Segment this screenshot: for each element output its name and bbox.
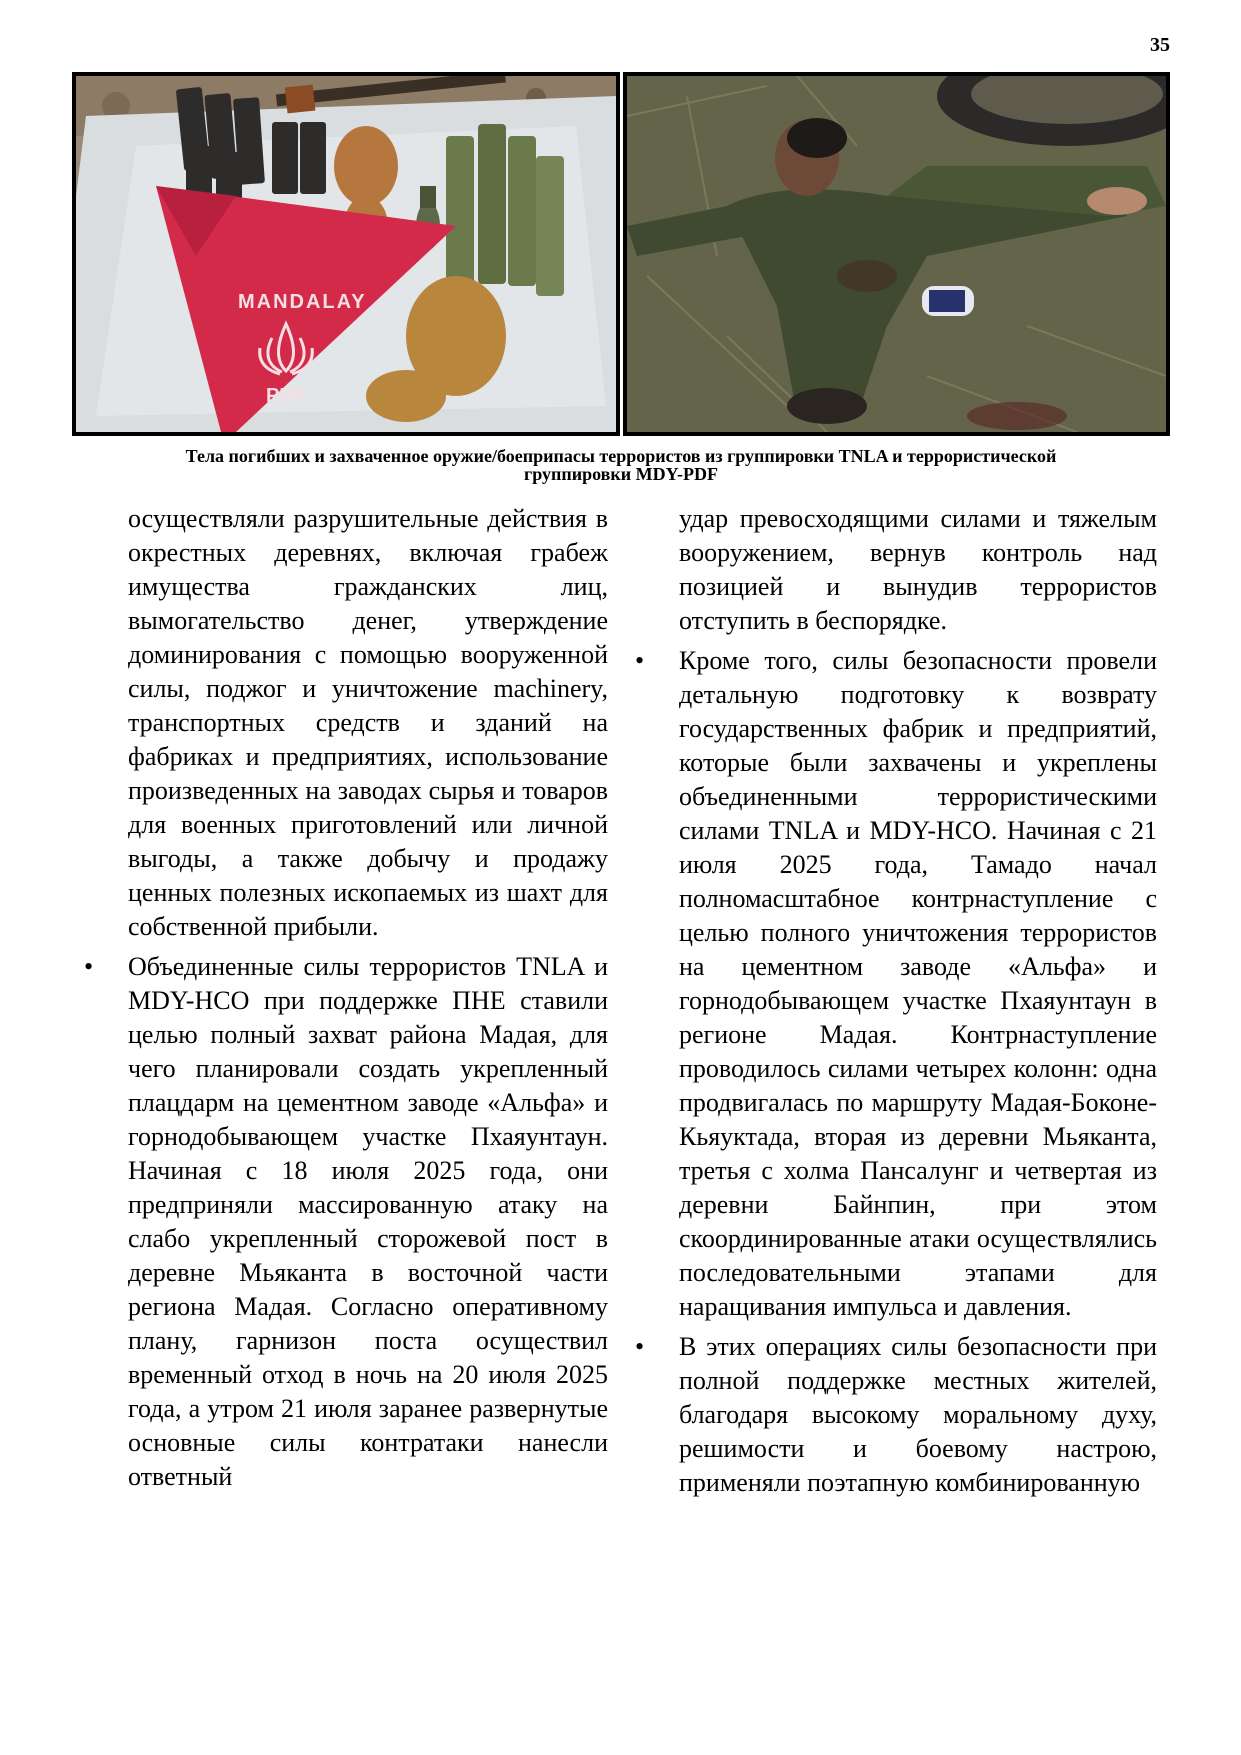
- paragraph-text: В этих операциях силы безопасности при полной поддержке местных жителей, благодаря высокому моральному духу, решимости и боевому настрою, применяли поэтапную комбинированную: [679, 1332, 1157, 1497]
- bullet-paragraph: [635, 644, 1157, 1324]
- paragraph-text: осуществляли разрушительные действия в окрестных деревнях, включая грабеж имущества гражданских лиц, вымогательство денег, утверждение доминирования с помощью вооруженной силы, поджог и уничтожение machinery, транспортных средств и зданий на фабриках и предприятиях, использование произведенных на заводах сырья и товаров для военных приготовлений или личной выгоды, а также добычу и продажу ценных полезных ископаемых из шахт для собственной прибыли.: [128, 504, 608, 941]
- bullet-paragraph: [635, 1330, 1157, 1500]
- photo-row: [72, 72, 1170, 436]
- caption-line-1: Тела погибших и захваченное оружие/боеприпасы террористов из группировки TNLA и террористической: [185, 446, 1057, 466]
- paragraph-text: Объединенные силы террористов TNLA и MDY-HCO при поддержке ПНЕ ставили целью полный захват района Мадая, для чего планировали создать укрепленный плацдарм на цементном заводе «Альфа» и горнодобывающем участке Пхаяунтаун. Начиная с 18 июля 2025 года, они предприняли массированную атаку на слабо укрепленный сторожевой пост в деревне Мьяканта в восточной части региона Мадая. Согласно оперативному плану, гарнизон поста осуществил временный отход в ночь на 20 июля 2025 года, а утром 21 июля заранее развернутые основные силы контратаки нанесли ответный: [128, 952, 608, 1491]
- left-column: [84, 502, 608, 1494]
- casualty-photo: [623, 72, 1170, 436]
- captured-weapons-photo: [72, 72, 620, 436]
- bullet-paragraph: [84, 950, 608, 1494]
- bullet-marker: •: [635, 646, 645, 675]
- page-number: 35: [1150, 34, 1170, 56]
- right-column: [635, 502, 1157, 1500]
- bullet-marker: •: [84, 952, 94, 981]
- paragraph-continuation: [635, 502, 1157, 638]
- flag-text-pdf: PDF: [266, 385, 306, 407]
- bullet-marker: •: [635, 1332, 645, 1361]
- flag-text-mandalay: MANDALAY: [238, 291, 367, 313]
- paragraph-continuation: [84, 502, 608, 944]
- paragraph-text: удар превосходящими силами и тяжелым вооружением, вернув контроль над позицией и вынудив террористов отступить в беспорядке.: [679, 504, 1157, 635]
- caption-line-2: группировки MDY-PDF: [524, 464, 718, 484]
- paragraph-text: Кроме того, силы безопасности провели детальную подготовку к возврату государственных фабрик и предприятий, которые были захвачены и укреплены объединенными террористическими силами TNLA и MDY-HCO. Начиная с 21 июля 2025 года, Тамадо начал полномасштабное контрнаступление с целью полного уничтожения террористов на цементном заводе «Альфа» и горнодобывающем участке Пхаяунтаун в регионе Мадая. Контрнаступление проводилось силами четырех колонн: одна продвигалась по маршруту Мадая-Боконе-Кьяуктада, вторая из деревни Мьяканта, третья с холма Пансалунг и четвертая из деревни Байнпин, при этом скоординированные атаки осуществлялись последовательными этапами для наращивания импульса и давления.: [679, 646, 1157, 1321]
- photo-caption: [92, 447, 1150, 483]
